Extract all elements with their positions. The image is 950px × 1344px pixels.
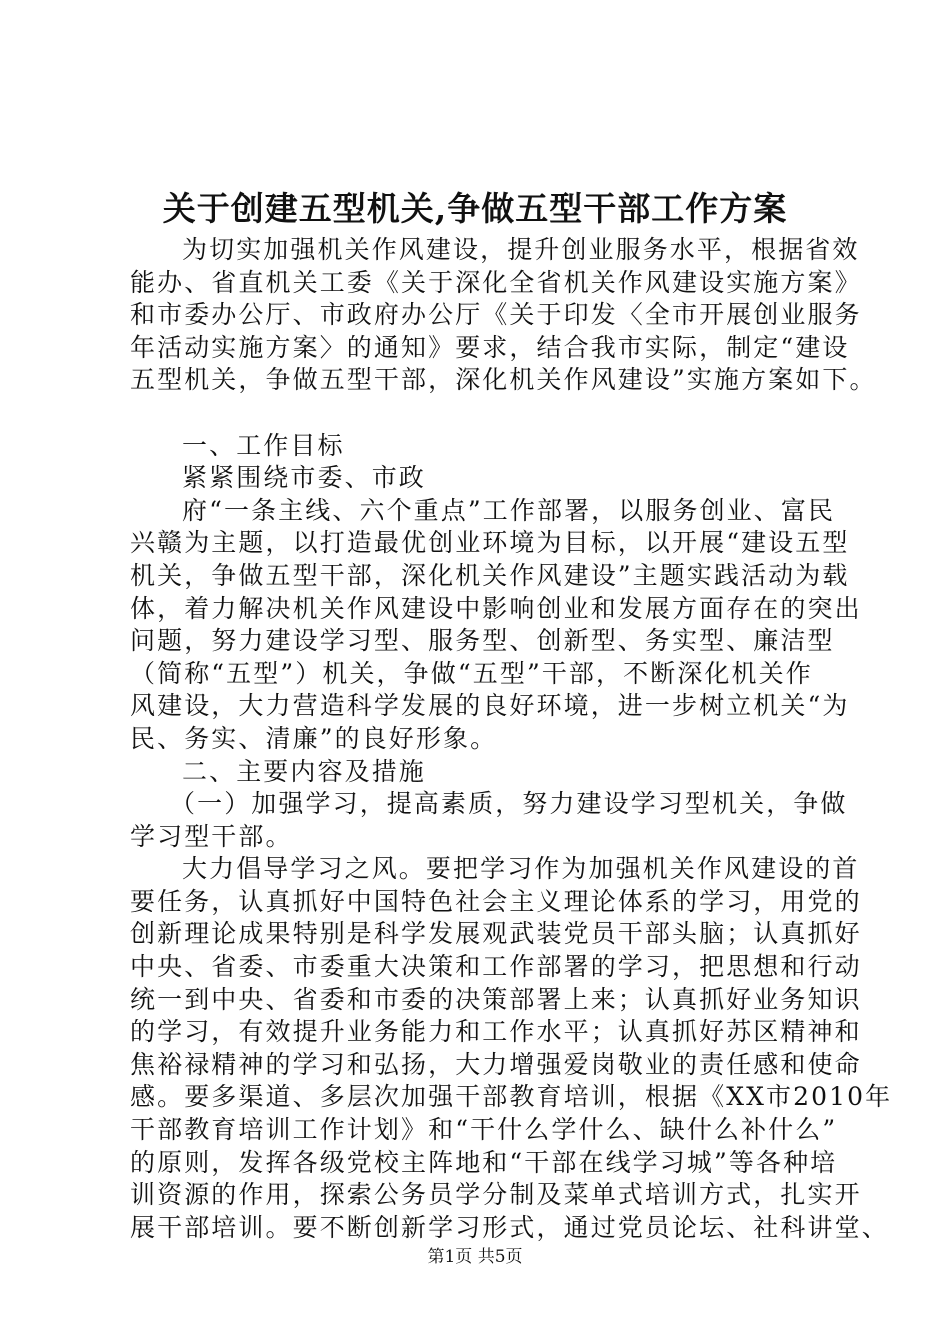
paragraph-intro-line: 五型机关，争做五型干部，深化机关作风建设”实施方案如下。	[130, 365, 877, 395]
subsection-heading-1: 学习型干部。	[130, 821, 293, 851]
paragraph-intro-line: 能办、省直机关工委《关于深化全省机关作风建设实施方案》	[130, 267, 862, 297]
paragraph-goal-line: 体，着力解决机关作风建设中影响创业和发展方面存在的突出	[130, 593, 862, 623]
paragraph-study-line: 要任务，认真抓好中国特色社会主义理论体系的学习，用党的	[130, 886, 862, 916]
paragraph-goal-line: 府“一条主线、六个重点”工作部署，以服务创业、富民	[182, 495, 836, 525]
subsection-heading-1: （一）加强学习，提高素质，努力建设学习型机关，争做	[170, 789, 848, 819]
paragraph-goal-line: 机关，争做五型干部，深化机关作风建设”主题实践活动为载	[130, 560, 850, 590]
paragraph-study-line: 干部教育培训工作计划》和“干什么学什么、缺什么补什么”	[130, 1115, 838, 1145]
paragraph-goal-line: 紧紧围绕市委、市政	[182, 463, 426, 493]
document-body	[130, 234, 893, 1244]
paragraph-goal-line: 民、务实、清廉”的良好形象。	[130, 723, 498, 753]
paragraph-intro-line: 为切实加强机关作风建设，提升创业服务水平，根据省效	[182, 235, 860, 264]
paragraph-goal-line: 问题，努力建设学习型、服务型、创新型、务实型、廉洁型	[130, 626, 835, 656]
paragraph-intro-line: 年活动实施方案〉的通知》要求，结合我市实际，制定“建设	[130, 332, 850, 362]
paragraph-study-line: 中央、省委、市委重大决策和工作部署的学习，把思想和行动	[130, 952, 862, 982]
paragraph-study-line: 训资源的作用，探索公务员学分制及菜单式培训方式，扎实开	[130, 1180, 862, 1210]
paragraph-study-line: 焦裕禄精神的学习和弘扬，大力增强爱岗敬业的责任感和使命	[130, 1049, 862, 1079]
paragraph-goal-line: 兴赣为主题，以打造最优创业环境为目标，以开展“建设五型	[130, 528, 850, 558]
paragraph-study-line: 统一到中央、省委和市委的决策部署上来；认真抓好业务知识	[130, 984, 862, 1014]
paragraph-goal-line: 风建设，大力营造科学发展的良好环境，进一步树立机关“为	[130, 691, 850, 721]
section-heading-2: 二、主要内容及措施	[182, 756, 426, 786]
paragraph-study-line: 大力倡导学习之风。要把学习作为加强机关作风建设的首	[182, 854, 860, 884]
paragraph-study-line: 的学习，有效提升业务能力和工作水平；认真抓好苏区精神和	[130, 1017, 862, 1047]
blank-line	[130, 397, 830, 430]
paragraph-study-line: 感。要多渠道、多层次加强干部教育培训，根据《XX市2010年	[130, 1082, 893, 1112]
paragraph-study-line: 的原则，发挥各级党校主阵地和“干部在线学习城”等各种培	[130, 1147, 838, 1177]
page-number-footer: 第1页 共5页	[427, 1247, 523, 1267]
document-title: 关于创建五型机关,争做五型干部工作方案	[162, 189, 788, 228]
paragraph-study-line: 展干部培训。要不断创新学习形式，通过党员论坛、社科讲堂、	[130, 1212, 889, 1242]
paragraph-study-line: 创新理论成果特别是科学发展观武装党员干部头脑；认真抓好	[130, 919, 862, 949]
paragraph-intro-line: 和市委办公厅、市政府办公厅《关于印发〈全市开展创业服务	[130, 300, 862, 330]
paragraph-goal-line: （简称“五型”）机关，争做“五型”干部，不断深化机关作	[130, 658, 813, 688]
section-heading-1: 一、工作目标	[182, 430, 345, 460]
